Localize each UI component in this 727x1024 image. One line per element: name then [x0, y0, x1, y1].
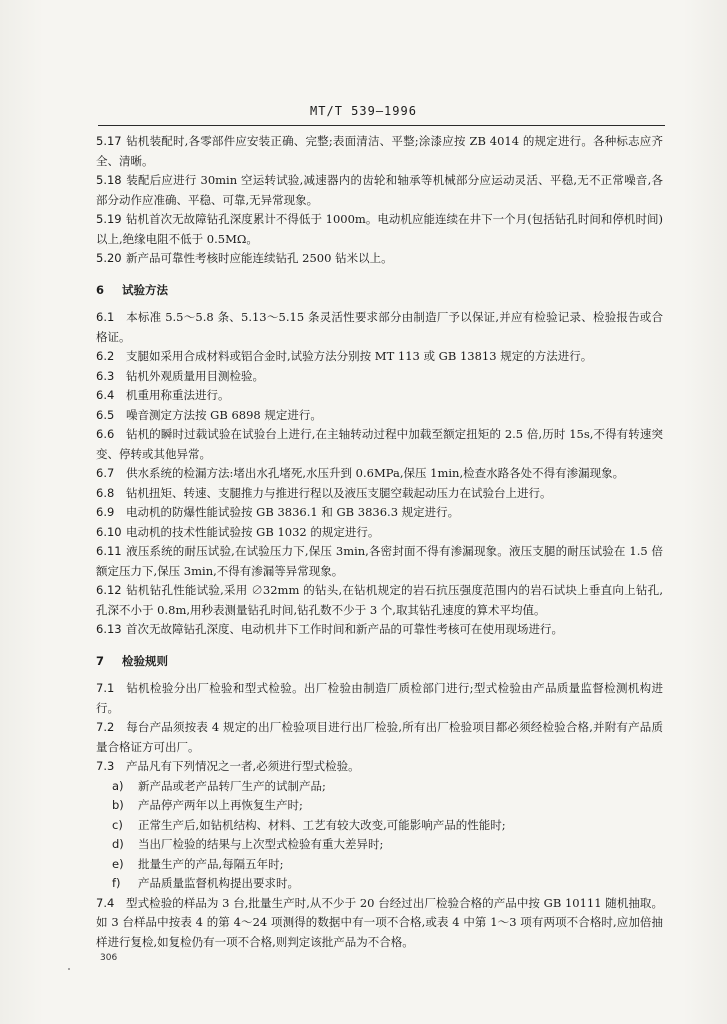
- clause-5-17: [96, 132, 663, 171]
- clause-text: 钻机首次无故障钻孔深度累计不得低于 1000m。电动机应能连续在井下一个月(包括钻孔时间和停机时间)以上,绝缘电阻不低于 0.5MΩ。: [96, 212, 663, 246]
- clause-number: 6.7: [96, 466, 115, 480]
- clause-text: 新产品可靠性考核时应能连续钻孔 2500 钻米以上。: [126, 251, 393, 265]
- clause-number: 5.18: [96, 173, 122, 187]
- clause-6-6: [96, 425, 663, 464]
- standard-code-header: MT/T 539—1996: [310, 104, 417, 118]
- clause-text: 钻机检验分出厂检验和型式检验。出厂检验由制造厂质检部门进行;型式检验由产品质量监督检测机构进行。: [96, 681, 663, 715]
- clause-7-3: [96, 757, 663, 777]
- document-body: [96, 132, 663, 952]
- clause-number: 6.2: [96, 349, 115, 363]
- scan-speck: [68, 968, 70, 970]
- clause-number: 6.3: [96, 368, 115, 383]
- clause-5-20: [96, 249, 663, 269]
- clause-5-18: [96, 171, 663, 210]
- clauses-7-cont: [96, 894, 663, 953]
- clause-number: 6.12: [96, 583, 122, 597]
- clause-number: 5.20: [96, 251, 122, 265]
- section-6-title: 试验方法: [122, 282, 169, 297]
- clause-text: 首次无故障钻孔深度、电动机井下工作时间和新产品的可靠性考核可在使用现场进行。: [126, 622, 563, 636]
- list-item: [96, 796, 663, 816]
- clause-text: 钻机外观质量用目测检验。: [126, 368, 264, 383]
- list-item-text: 新产品或老产品转厂生产的试制产品;: [138, 778, 326, 793]
- section-6-number: 6: [96, 282, 105, 297]
- list-item: [96, 835, 663, 855]
- list-item-text: 产品质量监督机构提出要求时。: [138, 876, 299, 890]
- clause-6-8: [96, 484, 663, 504]
- clause-text: 液压系统的耐压试验,在试验压力下,保压 3min,各密封面不得有渗漏现象。液压支腿的耐压试验在 1.5 倍额定压力下,保压 3min,不得有渗漏等异常现象。: [96, 544, 663, 578]
- clause-5-19: [96, 210, 663, 249]
- list-item: [96, 855, 663, 875]
- clause-text: 支腿如采用合成材料或铝合金时,试验方法分别按 MT 113 或 GB 13813 规定的方法进行。: [126, 349, 593, 363]
- list-item-text: 批量生产的产品,每隔五年时;: [138, 856, 284, 871]
- clause-7-1: [96, 679, 663, 718]
- clause-text: 电动机的技术性能试验按 GB 1032 的规定进行。: [126, 524, 380, 539]
- clause-6-11: [96, 542, 663, 581]
- clause-text: 供水系统的检漏方法:堵出水孔堵死,水压升到 0.6MPa,保压 1min,检查水路各处不得有渗漏现象。: [126, 466, 625, 480]
- clause-number: 7.1: [96, 681, 115, 695]
- clauses-6: [96, 308, 663, 640]
- list-item: [96, 874, 663, 894]
- clauses-5: [96, 132, 663, 269]
- list-item-label: e): [112, 856, 124, 871]
- clause-text: 机重用称重法进行。: [126, 388, 230, 402]
- clause-number: 5.19: [96, 212, 122, 226]
- list-item-label: c): [112, 817, 123, 832]
- list-item-label: b): [112, 798, 124, 812]
- list-item-label: a): [112, 778, 124, 793]
- clause-number: 6.11: [96, 544, 122, 558]
- clause-6-7: [96, 464, 663, 484]
- page-number: 306: [100, 953, 118, 963]
- clause-text: 装配后应进行 30min 空运转试验,减速器内的齿轮和轴承等机械部分应运动灵活、平稳,无不正常噪音,各部分动作应准确、平稳、可靠,无异常现象。: [96, 173, 663, 207]
- clause-6-9: [96, 503, 663, 523]
- clause-6-13: [96, 620, 663, 640]
- clauses-7: [96, 679, 663, 777]
- clause-number: 6.10: [96, 524, 122, 539]
- list-item-text: 当出厂检验的结果与上次型式检验有重大差异时;: [138, 837, 384, 851]
- clause-number: 6.8: [96, 485, 115, 500]
- clause-6-5: [96, 406, 663, 426]
- clause-6-12: [96, 581, 663, 620]
- clause-text: 每台产品须按表 4 规定的出厂检验项目进行出厂检验,所有出厂检验项目都必须经检验合格,并附有产品质量合格证方可出厂。: [96, 720, 663, 754]
- clause-text: 本标准 5.5～5.8 条、5.13～5.15 条灵活性要求部分由制造厂予以保证,并应有检验记录、检验报告或合格证。: [96, 310, 663, 344]
- clause-number: 6.6: [96, 427, 115, 441]
- clause-text: 钻机钻孔性能试验,采用 ∅32mm 的钻头,在钻机规定的岩石抗压强度范围内的岩石试块上垂直向上钻孔,孔深不小于 0.8m,用秒表测量钻孔时间,钻孔数不少于 3 个,取其钻孔速度的算术平均值。: [96, 583, 663, 617]
- list-item-label: f): [112, 876, 121, 890]
- clause-7-4: [96, 894, 663, 953]
- clause-text: 电动机的防爆性能试验按 GB 3836.1 和 GB 3836.3 规定进行。: [126, 505, 460, 519]
- clause-6-4: [96, 386, 663, 406]
- clause-number: 7.4: [96, 895, 115, 910]
- clause-6-3: [96, 367, 663, 387]
- section-6-heading: [96, 281, 663, 301]
- clause-text: 噪音测定方法按 GB 6898 规定进行。: [126, 407, 322, 422]
- clause-text: 型式检验的样品为 3 台,批量生产时,从不少于 20 台经过出厂检验合格的产品中按 GB 10111 随机抽取。如 3 台样品中按表 4 的第 4～24 项测得的数据中有一项不合格,或表 4 中第 1～3 项有两项不合格时,应加倍抽样进行复检,如复检仍有一项不合格,则判定该批产品为不合格。: [96, 895, 663, 949]
- clause-number: 7.2: [96, 720, 115, 734]
- clause-6-10: [96, 523, 663, 543]
- list-item: [96, 777, 663, 797]
- list-item: [96, 816, 663, 836]
- section-7-heading: [96, 652, 663, 672]
- clause-number: 7.3: [96, 759, 115, 773]
- list-item-label: d): [112, 837, 124, 851]
- clause-number: 6.9: [96, 505, 115, 519]
- clause-text: 钻机装配时,各零部件应安装正确、完整;表面清洁、平整;涂漆应按 ZB 4014 的规定进行。各种标志应齐全、清晰。: [96, 134, 663, 168]
- list-item-text: 产品停产两年以上再恢复生产时;: [138, 798, 303, 812]
- clause-7-2: [96, 718, 663, 757]
- clause-number: 6.13: [96, 622, 122, 636]
- clause-text: 钻机的瞬时过载试验在试验台上进行,在主轴转动过程中加载至额定扭矩的 2.5 倍,历时 15s,不得有转速突变、停转或其他异常。: [96, 427, 663, 461]
- clause-text: 产品凡有下列情况之一者,必须进行型式检验。: [126, 759, 360, 773]
- list-item-text: 正常生产后,如钻机结构、材料、工艺有较大改变,可能影响产品的性能时;: [138, 817, 506, 832]
- condition-list: [96, 777, 663, 894]
- section-7-number: 7: [96, 653, 105, 668]
- header-rule: [98, 125, 665, 126]
- clause-6-1: [96, 308, 663, 347]
- clause-text: 钻机扭矩、转速、支腿推力与推进行程以及液压支腿空载起动压力在试验台上进行。: [126, 485, 552, 500]
- clause-number: 5.17: [96, 134, 122, 148]
- clause-number: 6.4: [96, 388, 115, 402]
- clause-number: 6.5: [96, 407, 115, 422]
- clause-6-2: [96, 347, 663, 367]
- section-7-title: 检验规则: [122, 653, 169, 668]
- clause-number: 6.1: [96, 310, 115, 324]
